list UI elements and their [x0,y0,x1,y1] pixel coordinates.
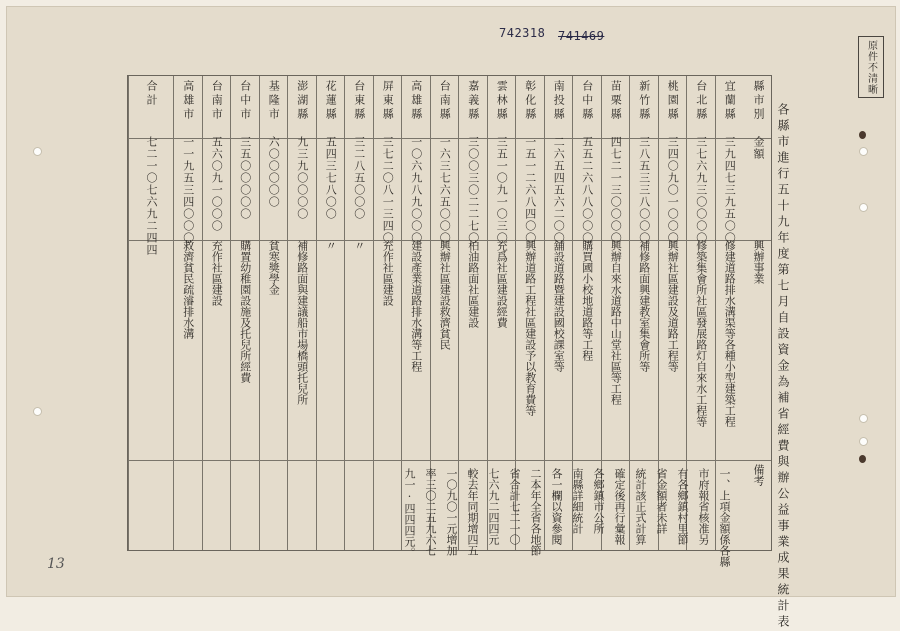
header-county-cell [743,80,773,124]
row-project-cell [260,240,288,460]
row-county: 新竹縣 [637,80,651,122]
remarks-notes [128,464,246,584]
table-row [316,76,345,550]
reference-number-old: 741469 [558,29,605,43]
row-county-cell [288,80,316,124]
ink-stain [859,455,866,463]
row-county: 台北縣 [694,80,708,122]
row-project: 補修路面與建議船市場橋頭托兒所 [295,240,309,405]
remarks-line-text: 率三〇二五九六七 [424,468,437,556]
total-label: 合計 [145,80,158,108]
header-remarks: 備考 [752,464,765,486]
document-title: 各縣市進行五十九年度第七月自設資金為補省經費與辦公益事業成果統計表 [776,103,790,631]
handwritten-page-number: 13 [47,556,65,572]
row-project-cell [630,240,658,460]
row-amount: 三七六九三〇〇〇〇 [694,136,708,244]
row-project-cell [516,240,544,460]
row-amount: 三八五三三八〇〇〇 [637,136,651,244]
total-amount-cell [129,136,173,288]
remarks-line-text: 七六九二四四元 [487,468,500,545]
row-county: 高雄市 [181,80,195,122]
remarks-line [674,468,690,549]
remarks-line [590,468,606,538]
row-amount: 五六〇九一〇〇〇 [210,136,224,232]
row-project: 興辦自來水道路中山堂社區等工程 [609,240,623,405]
row-project-cell [488,240,516,460]
total-label-cell [129,80,173,124]
row-project: 〃 [352,240,366,251]
row-county-cell [573,80,601,124]
row-county: 屏東縣 [381,80,395,122]
row-county-cell [545,80,573,124]
row-project-cell [687,240,715,460]
row-amount: 二六五四五六二〇〇 [552,136,566,244]
table-row [344,76,373,550]
row-county-cell [602,80,630,124]
header-project-cell [743,240,773,460]
row-project-cell [174,240,202,460]
row-county-cell [203,80,231,124]
row-project: 補修路面興建教室集會所等 [637,240,651,372]
remarks-line [422,468,438,560]
total-amount: 七二一〇七六九二四四 [145,136,158,256]
row-county-cell [260,80,288,124]
row-county: 桃園縣 [666,80,680,122]
row-project: 興辦社區建設救濟貧民 [438,240,452,350]
row-county-cell [174,80,202,124]
remarks-line-text: 一、上項金額係各縣 [718,468,731,567]
binding-hole [859,203,868,212]
remarks-line [548,468,564,549]
row-county: 花蓮縣 [324,80,338,122]
row-county: 嘉義縣 [466,80,480,122]
remarks-line-text: 有各鄉鎮村里節 [676,468,689,545]
row-project-cell [203,240,231,460]
binding-hole [33,407,42,416]
row-amount: 三五〇〇〇〇〇 [238,136,252,220]
row-county: 宜蘭縣 [723,80,737,122]
remarks-line-text: 市府報省核准另 [697,468,710,545]
row-county: 台南市 [210,80,224,122]
remarks-line-text: 確定後再行彙報 [613,468,626,545]
remarks-line-text: 二本年全省各地節 [529,468,542,556]
row-project: 修建道路排水溝渠等各種小型建築工程 [723,240,737,427]
remarks-line [695,468,711,549]
ink-stain [859,131,866,139]
remarks-line [653,468,669,538]
header-amount: 金額 [752,136,765,160]
remarks-line-text: 各鄉鎮市公所 [592,468,605,534]
remarks-line-text: 省金額者未詳 [655,468,668,534]
row-county: 澎湖縣 [295,80,309,122]
row-project-cell [231,240,259,460]
row-project-cell [431,240,459,460]
remarks-line [527,468,543,560]
bottom-notes [401,464,779,567]
row-project-cell [573,240,601,460]
row-project: 興辦道路工程社區建設予以教育費等 [523,240,537,416]
row-county: 台南縣 [438,80,452,122]
row-amount: 四七二一三〇〇〇〇 [609,136,623,244]
row-project: 充爲社區建設經費 [495,240,509,328]
row-project: 貧寒獎學金 [267,240,281,295]
row-project-cell [402,240,430,460]
row-project-cell [374,240,402,460]
row-county: 南投縣 [552,80,566,122]
remarks-line [485,468,501,549]
row-amount: 一六三七六五〇〇〇 [438,136,452,244]
remarks-line [632,468,648,549]
remarks-line [716,468,732,571]
row-project: 〃 [324,240,338,251]
remarks-line-text: 較去年同期增四五 [466,468,479,556]
row-county: 台中縣 [580,80,594,122]
row-amount: 三二八五〇〇〇 [352,136,366,220]
row-amount: 五四三七八〇〇 [324,136,338,220]
row-county-cell [374,80,402,124]
row-project-cell [288,240,316,460]
row-amount: 五五二六八八〇〇〇 [580,136,594,244]
header-county: 縣市別 [752,80,765,122]
row-county-cell [459,80,487,124]
table-row [287,76,316,550]
remarks-line-text: 九一·四四四元。 [403,468,416,558]
row-county-cell [516,80,544,124]
row-project-cell [545,240,573,460]
remarks-line-text: 統計該正式計算 [634,468,647,545]
row-amount: 三〇〇三〇二二七〇 [466,136,480,244]
remarks-line-text: 南縣詳細統計 [571,468,584,534]
row-county-cell [231,80,259,124]
row-amount: 六〇〇〇〇〇 [267,136,281,208]
row-amount: 三七二〇八一三四〇 [381,136,395,244]
remarks-line [464,468,480,560]
row-county-cell [488,80,516,124]
row-county: 苗栗縣 [609,80,623,122]
row-amount: 一五一二六八四〇〇 [523,136,537,244]
row-county-cell [402,80,430,124]
row-project: 建設產業道路排水溝等工程 [409,240,423,372]
binding-hole [859,147,868,156]
binding-hole [859,437,868,446]
row-county-cell [317,80,345,124]
table-row [373,76,402,550]
row-county: 基隆市 [267,80,281,122]
row-county: 彰化縣 [523,80,537,122]
remarks-line [569,468,585,538]
unclear-original-stamp [858,36,884,98]
row-amount: 九三九〇〇〇〇 [295,136,309,220]
row-county-cell [630,80,658,124]
header-project: 興辦事業 [752,240,765,284]
row-amount: 一一九五三四〇〇〇 [181,136,195,244]
row-county-cell [431,80,459,124]
remarks-line [443,468,459,560]
binding-hole [33,147,42,156]
row-project: 修築集會所社區發展路灯自來水工程等 [694,240,708,427]
row-county-cell [659,80,687,124]
row-amount: 三四〇九〇一〇〇〇 [666,136,680,244]
table-row [259,76,288,550]
row-project-cell [659,240,687,460]
reference-number: 742318 [499,26,546,40]
remarks-line [506,468,522,549]
row-project: 興辦社區建設及道路工程等 [666,240,680,372]
row-amount: 三九四七三九五〇〇 [723,136,737,244]
row-project: 購置幼稚園設施及托兒所經費 [238,240,252,383]
stamp-text: 原件不清晰 [865,39,877,95]
row-project: 柏油路面社區建設 [466,240,480,328]
row-county: 台中市 [238,80,252,122]
remarks-line-text: 各一欄以資參閱 [550,468,563,545]
binding-hole [859,414,868,423]
row-county-cell [687,80,715,124]
row-project: 充作社區建設 [381,240,395,306]
row-project: 充作社區建設 [210,240,224,306]
row-project-cell [345,240,373,460]
document-sheet [6,6,896,631]
row-project-cell [602,240,630,460]
statistics-table [127,75,772,567]
row-amount: 三五一〇九一〇三〇 [495,136,509,244]
row-project: 救濟貧民疏濬排水溝 [181,240,195,339]
row-county-cell [716,80,744,124]
row-project-cell [459,240,487,460]
remarks-line [611,468,627,549]
row-project-cell [716,240,744,460]
remarks-line-text: 一〇九〇一元增加 [445,468,458,556]
remarks-line [401,468,417,562]
row-amount: 一〇六九八九〇〇〇 [409,136,423,244]
row-county: 高雄縣 [409,80,423,122]
row-county: 雲林縣 [495,80,509,122]
row-project: 購買國小校地道路等工程 [580,240,594,361]
row-county-cell [345,80,373,124]
row-county: 台東縣 [352,80,366,122]
row-project: 舖設道路暨建設國校課室等 [552,240,566,372]
remarks-line-text: 省合計七二一〇 [508,468,521,545]
row-project-cell [317,240,345,460]
